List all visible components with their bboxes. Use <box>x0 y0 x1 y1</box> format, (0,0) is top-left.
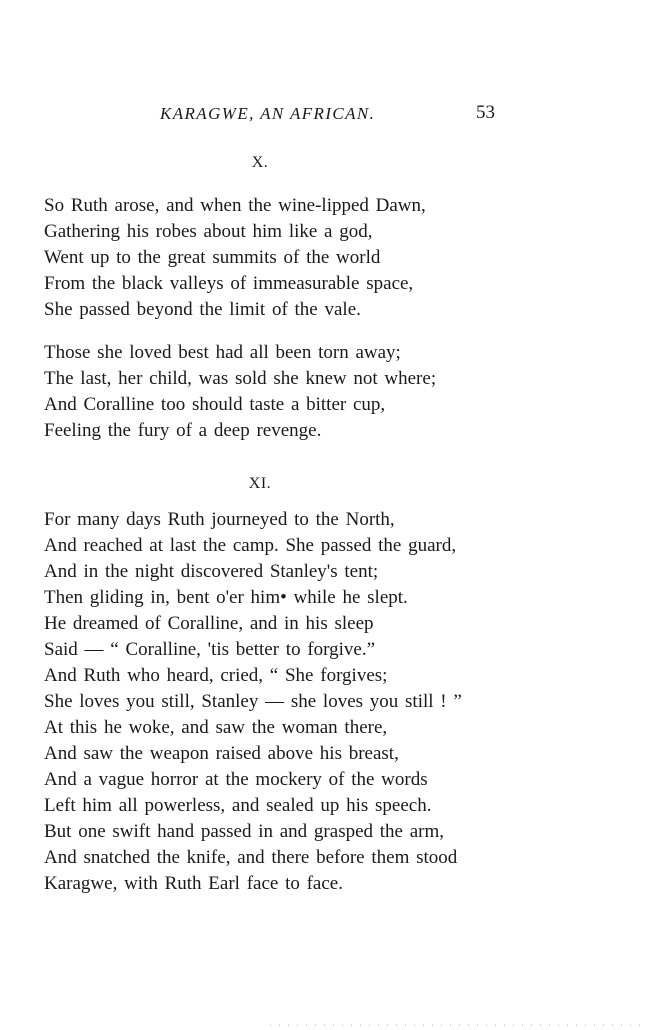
poem-line: But one swift hand passed in and grasped the arm, <box>44 821 445 842</box>
poem-line: From the black valleys of immeasurable space, <box>44 273 414 294</box>
poem-line: And saw the weapon raised above his breast, <box>44 743 399 764</box>
poem-line: Left him all powerless, and sealed up his speech. <box>44 795 432 816</box>
poem-line: At this he woke, and saw the woman there, <box>44 717 388 738</box>
poem-line: He dreamed of Coralline, and in his sleep <box>44 613 374 634</box>
poem-line: And a vague horror at the mockery of the words <box>44 769 428 790</box>
poem-line: And Coralline too should taste a bitter cup, <box>44 394 386 415</box>
poem-line: Gathering his robes about him like a god, <box>44 221 373 242</box>
page-number: 53 <box>476 102 495 123</box>
poem-line: Said — “ Coralline, 'tis better to forgive.” <box>44 639 376 660</box>
poem-line: For many days Ruth journeyed to the North, <box>44 509 395 530</box>
section-numeral-x: X. <box>251 154 269 171</box>
section-numeral-xi: XI. <box>248 475 272 492</box>
poem-line: Went up to the great summits of the world <box>44 247 381 268</box>
poem-line: Then gliding in, bent o'er him• while he slept. <box>44 587 408 608</box>
poem-line: Those she loved best had all been torn away; <box>44 342 401 363</box>
poem-line: She passed beyond the limit of the vale. <box>44 299 361 320</box>
poem-line: Karagwe, with Ruth Earl face to face. <box>44 873 343 894</box>
scan-artifact <box>270 1024 640 1026</box>
poem-line: She loves you still, Stanley — she loves you still ! ” <box>44 691 462 712</box>
stanza <box>44 193 426 323</box>
poem-line: And Ruth who heard, cried, “ She forgives; <box>44 665 388 686</box>
running-title: KARAGWE, AN AFRICAN. <box>160 104 376 123</box>
poem-line: And in the night discovered Stanley's tent; <box>44 561 379 582</box>
poem-line: And snatched the knife, and there before them stood <box>44 847 458 868</box>
running-head <box>0 104 648 128</box>
poem-line: Feeling the fury of a deep revenge. <box>44 420 322 441</box>
stanza <box>44 507 462 897</box>
poem-line: And reached at last the camp. She passed the guard, <box>44 535 457 556</box>
poem-line: So Ruth arose, and when the wine-lipped Dawn, <box>44 195 426 216</box>
poem-line: The last, her child, was sold she knew not where; <box>44 368 437 389</box>
stanza <box>44 340 436 444</box>
